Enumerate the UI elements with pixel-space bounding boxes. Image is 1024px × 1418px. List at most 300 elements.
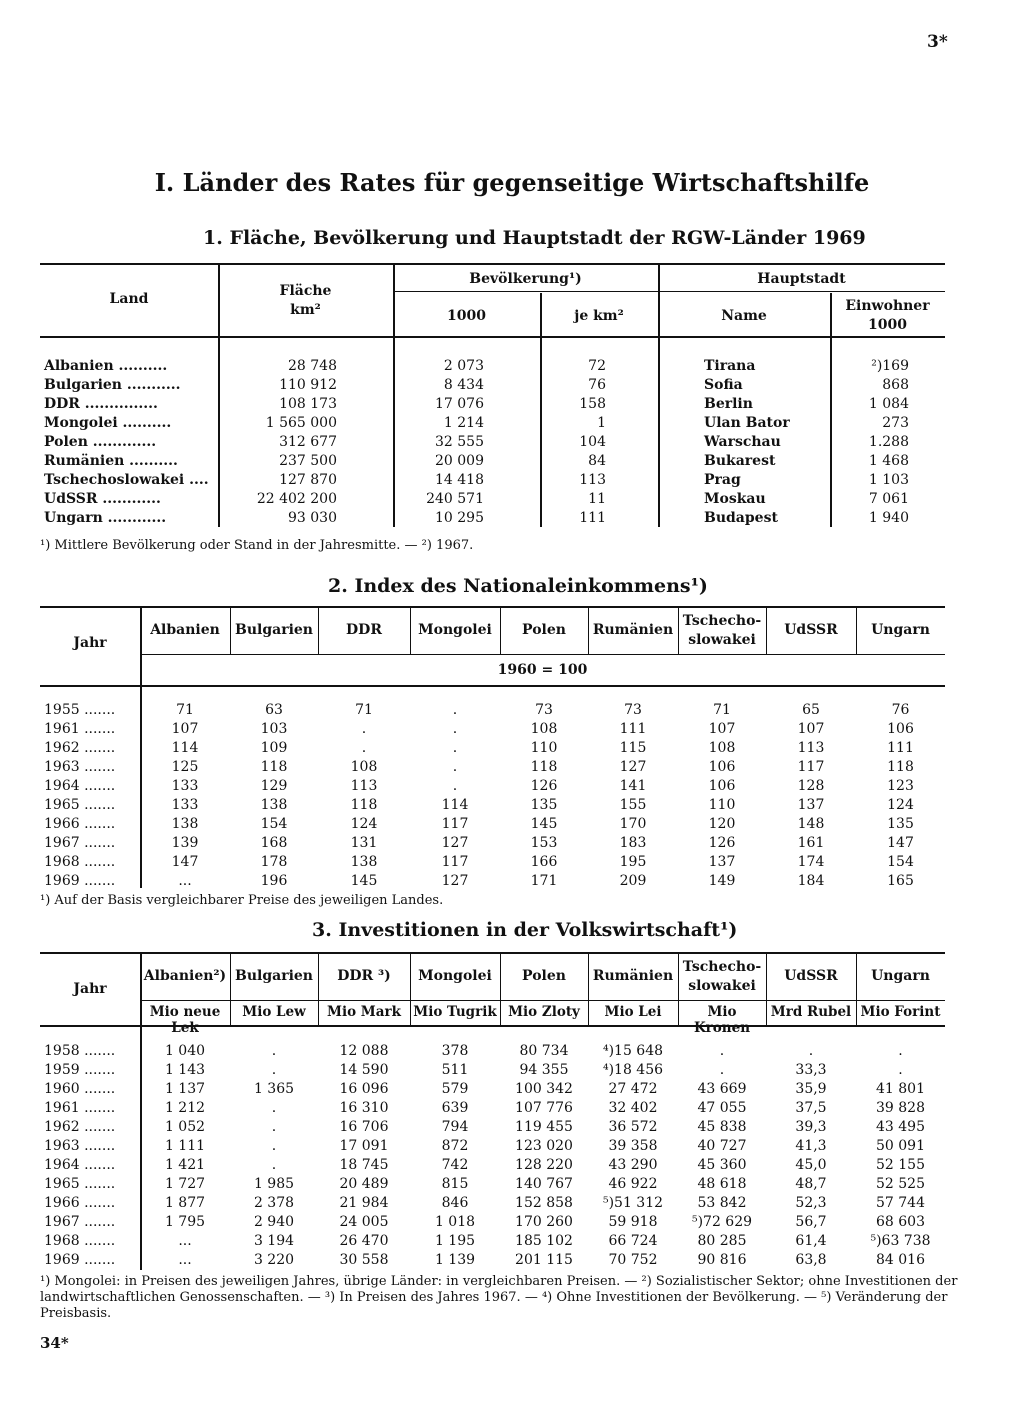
table-cell: . — [271, 1138, 277, 1154]
table-row — [40, 720, 945, 739]
row-label: 1963 ....... — [44, 1138, 116, 1154]
table-cell: 119 455 — [515, 1119, 573, 1135]
table-cell: 196 — [260, 873, 288, 889]
table-cell: 141 — [619, 778, 647, 794]
table-cell: 118 — [887, 759, 914, 775]
table-cell: 1 468 — [868, 453, 909, 469]
table-cell: 12 088 — [339, 1043, 389, 1059]
row-label: Mongolei .......... — [44, 415, 172, 431]
table-cell: . — [808, 1043, 814, 1059]
table-cell: 133 — [171, 778, 199, 794]
table-cell: . — [898, 1043, 903, 1059]
table-cell: 52 525 — [876, 1176, 925, 1192]
table-cell: 70 752 — [608, 1252, 658, 1268]
unit-label: Mio neue Lek — [149, 1004, 221, 1036]
table-cell: 115 — [619, 740, 647, 756]
page-number-bottom: 34* — [40, 1334, 69, 1352]
table-cell: 125 — [171, 759, 199, 775]
row-label: 1964 ....... — [44, 1157, 116, 1173]
column-header-year: Jahr — [73, 981, 107, 997]
table-cell: . — [452, 702, 458, 718]
table-cell: 1 084 — [868, 396, 909, 412]
table-cell: 16 706 — [339, 1119, 389, 1135]
table-cell: 45,0 — [795, 1157, 827, 1173]
table-cell: 45 360 — [697, 1157, 747, 1173]
table-row — [40, 376, 945, 395]
table-cell: 138 — [260, 797, 288, 813]
row-label: Tschechoslowakei .... — [44, 472, 209, 488]
table-cell: 107 — [708, 721, 736, 737]
row-label: 1965 ....... — [44, 797, 116, 813]
table3-footnote: ¹) Mongolei: in Preisen des jeweiligen Jahres, übrige Länder: in vergleichbaren Preisen. — ²) Sozialistischer Sektor; ohne Investitionen der landwirtschaftlichen Genossenschaften. — ³) In Preisen des Jahres 1967. — ⁴) Ohne Investitionen der Bevölkerung. — ⁵) Veränderung der Preisbasis. — [40, 1274, 958, 1321]
column-header: UdSSR — [784, 968, 838, 984]
table-cell: 17 076 — [435, 396, 484, 412]
t2-base-label: 1960 = 100 — [497, 662, 588, 678]
table-cell: 117 — [797, 759, 825, 775]
table-cell: 154 — [260, 816, 288, 832]
table-cell: 128 — [797, 778, 825, 794]
table-cell: 52 155 — [876, 1157, 925, 1173]
row-label: 1960 ....... — [44, 1081, 116, 1097]
table-cell: 71 — [176, 702, 194, 718]
table-cell: 39 828 — [876, 1100, 925, 1116]
column-header: Mongolei — [418, 968, 492, 984]
table-cell: 1 214 — [443, 415, 484, 431]
table-row — [40, 1251, 945, 1270]
table-cell: 815 — [441, 1176, 469, 1192]
table-cell: 59 918 — [608, 1214, 658, 1230]
table-cell: 1 940 — [868, 510, 909, 526]
table-cell: 90 816 — [697, 1252, 747, 1268]
column-header: Polen — [522, 622, 566, 638]
row-label: 1962 ....... — [44, 740, 116, 756]
column-header: Albanien²) — [143, 968, 227, 984]
table-cell: 10 295 — [435, 510, 484, 526]
table-cell: 39,3 — [795, 1119, 827, 1135]
table-cell: . — [719, 1062, 725, 1078]
table-cell: 128 220 — [515, 1157, 573, 1173]
table-cell: 742 — [441, 1157, 469, 1173]
table-cell: 139 — [171, 835, 199, 851]
table-cell: 104 — [579, 434, 606, 450]
table-cell: 7 061 — [868, 491, 909, 507]
table-cell: 1 040 — [164, 1043, 206, 1059]
table-cell: 1 985 — [253, 1176, 295, 1192]
row-label: 1963 ....... — [44, 759, 116, 775]
t1-header-flaeche: Fläche km² — [279, 283, 332, 318]
table-cell: 14 590 — [339, 1062, 389, 1078]
table-cell: 111 — [619, 721, 647, 737]
table-cell: 113 — [350, 778, 378, 794]
table-cell: 111 — [579, 510, 606, 526]
table-cell: 168 — [260, 835, 288, 851]
table-cell: 118 — [350, 797, 378, 813]
table-cell: 137 — [797, 797, 825, 813]
table-cell: 158 — [579, 396, 606, 412]
column-header: Tschecho- slowakei — [682, 613, 762, 648]
table-row — [40, 1194, 945, 1213]
table-cell: 166 — [530, 854, 558, 870]
table-cell: 30 558 — [339, 1252, 389, 1268]
table1-body — [40, 357, 945, 528]
table-cell: 107 — [171, 721, 199, 737]
row-label: Albanien .......... — [44, 358, 168, 374]
table-cell: . — [361, 721, 367, 737]
table-cell: ⁴)18 456 — [602, 1062, 664, 1078]
table-cell: Berlin — [704, 396, 753, 412]
table3-title: 3. Investitionen in der Volkswirtschaft¹) — [312, 919, 738, 941]
row-label: Polen ............. — [44, 434, 157, 450]
table-cell: 240 571 — [426, 491, 484, 507]
table-cell: 80 734 — [519, 1043, 569, 1059]
table-cell: Budapest — [704, 510, 778, 526]
table-row — [40, 815, 945, 834]
table-cell: 24 005 — [339, 1214, 389, 1230]
table-cell: 184 — [797, 873, 825, 889]
column-header: Mongolei — [418, 622, 492, 638]
table-cell: 72 — [588, 358, 606, 374]
table-cell: 52,3 — [795, 1195, 827, 1211]
table-cell: 178 — [260, 854, 288, 870]
table-cell: ⁵)51 312 — [602, 1195, 664, 1211]
table2-body — [40, 701, 945, 891]
table-cell: 1.288 — [868, 434, 909, 450]
table-cell: 45 838 — [697, 1119, 747, 1135]
table-cell: . — [271, 1119, 277, 1135]
unit-label: Mio Kronen — [693, 1004, 751, 1036]
table-cell: Bukarest — [704, 453, 776, 469]
column-header: DDR ³) — [337, 968, 391, 984]
table-row — [40, 701, 945, 720]
table-cell: 35,9 — [795, 1081, 827, 1097]
table-cell: 50 091 — [876, 1138, 925, 1154]
table-cell: 1 212 — [164, 1100, 206, 1116]
table-cell: ²)169 — [871, 358, 909, 374]
row-label: 1966 ....... — [44, 816, 116, 832]
table3-body — [40, 1042, 945, 1270]
column-header: Bulgarien — [235, 968, 313, 984]
table-row — [40, 490, 945, 509]
unit-label: Mio Tugrik — [413, 1004, 497, 1020]
table-cell: 124 — [350, 816, 378, 832]
table-row — [40, 1232, 945, 1251]
column-header: Polen — [522, 968, 566, 984]
table-cell: 110 912 — [279, 377, 337, 393]
table-cell: 28 748 — [288, 358, 337, 374]
table-cell: Sofia — [704, 377, 743, 393]
table-cell: 127 — [441, 873, 469, 889]
column-header: UdSSR — [784, 622, 838, 638]
table-cell: 1 — [597, 415, 606, 431]
table-cell: 152 858 — [515, 1195, 573, 1211]
table-cell: . — [452, 759, 458, 775]
table-cell: . — [452, 721, 458, 737]
table-cell: 126 — [708, 835, 736, 851]
table-cell: Moskau — [704, 491, 766, 507]
column-header: Rumänien — [592, 622, 674, 638]
table-cell: 2 940 — [253, 1214, 295, 1230]
table-cell: 124 — [887, 797, 914, 813]
table-cell: 846 — [441, 1195, 469, 1211]
table-cell: 1 795 — [164, 1214, 206, 1230]
t1-header-land: Land — [109, 291, 149, 307]
table-cell: 378 — [441, 1043, 469, 1059]
table-cell: 2 378 — [253, 1195, 295, 1211]
table-cell: 94 355 — [519, 1062, 569, 1078]
unit-label: Mio Lei — [604, 1004, 662, 1020]
unit-label: Mio Zloty — [508, 1004, 580, 1020]
table-row — [40, 853, 945, 872]
t1-header-bev-1000: 1000 — [447, 308, 486, 324]
row-label: Bulgarien ........... — [44, 377, 181, 393]
table-cell: Prag — [704, 472, 741, 488]
row-label: 1959 ....... — [44, 1062, 116, 1078]
table-cell: 61,4 — [795, 1233, 827, 1249]
table-cell: 71 — [355, 702, 373, 718]
table-cell: 39 358 — [608, 1138, 658, 1154]
table-cell: 149 — [708, 873, 736, 889]
table-cell: 118 — [260, 759, 288, 775]
table-cell: 103 — [260, 721, 288, 737]
table-cell: 73 — [624, 702, 642, 718]
table-cell: 147 — [171, 854, 199, 870]
table-cell: 73 — [535, 702, 553, 718]
table1-footnote: ¹) Mittlere Bevölkerung oder Stand in der Jahresmitte. — ²) 1967. — [40, 538, 474, 553]
column-header: Rumänien — [592, 968, 674, 984]
table-cell: . — [271, 1043, 277, 1059]
table-row — [40, 471, 945, 490]
table-cell: 93 030 — [288, 510, 337, 526]
table-cell: 80 285 — [697, 1233, 747, 1249]
table-cell: ⁴)15 648 — [602, 1043, 664, 1059]
table-cell: 123 020 — [515, 1138, 573, 1154]
t1-header-einwohner: Einwohner 1000 — [845, 298, 930, 333]
table-cell: 63 — [265, 702, 283, 718]
table-cell: 8 434 — [443, 377, 484, 393]
table-cell: . — [898, 1062, 903, 1078]
table-row — [40, 1118, 945, 1137]
table-cell: 185 102 — [515, 1233, 573, 1249]
unit-label: Mrd Rubel — [770, 1004, 852, 1020]
table-cell: . — [271, 1100, 277, 1116]
table-cell: 21 984 — [339, 1195, 389, 1211]
row-label: 1969 ....... — [44, 873, 116, 889]
table-cell: 33,3 — [795, 1062, 827, 1078]
table-cell: 106 — [708, 778, 736, 794]
table-cell: 57 744 — [876, 1195, 925, 1211]
table-cell: Ulan Bator — [704, 415, 790, 431]
t1-header-bev-km: je km² — [574, 308, 624, 324]
row-label: 1968 ....... — [44, 854, 116, 870]
table-row — [40, 1061, 945, 1080]
table-cell: 110 — [708, 797, 736, 813]
table-cell: 106 — [708, 759, 736, 775]
table-cell: 111 — [887, 740, 914, 756]
table-row — [40, 796, 945, 815]
table-cell: 273 — [882, 415, 909, 431]
table-cell: 1 103 — [868, 472, 909, 488]
main-heading: I. Länder des Rates für gegenseitige Wirtschaftshilfe — [154, 168, 870, 197]
table-cell: 135 — [887, 816, 914, 832]
table-cell: 1 018 — [434, 1214, 476, 1230]
row-label: 1955 ....... — [44, 702, 116, 718]
table-cell: 16 096 — [339, 1081, 389, 1097]
table-cell: 127 870 — [279, 472, 337, 488]
table-cell: 113 — [579, 472, 606, 488]
table-cell: 48 618 — [697, 1176, 747, 1192]
table-cell: 872 — [441, 1138, 469, 1154]
table-cell: 47 055 — [697, 1100, 747, 1116]
row-label: 1962 ....... — [44, 1119, 116, 1135]
table-cell: 145 — [350, 873, 378, 889]
page-number-top: 3* — [927, 32, 948, 52]
table-row — [40, 395, 945, 414]
table-row — [40, 1137, 945, 1156]
table-cell: 32 402 — [608, 1100, 658, 1116]
row-label: UdSSR ............ — [44, 491, 161, 507]
table-cell: 639 — [441, 1100, 469, 1116]
table-cell: 201 115 — [515, 1252, 573, 1268]
table2-footnote: ¹) Auf der Basis vergleichbarer Preise des jeweiligen Landes. — [40, 893, 444, 908]
table-cell: . — [452, 740, 458, 756]
table-row — [40, 357, 945, 376]
table-cell: 71 — [713, 702, 731, 718]
table-cell: 106 — [887, 721, 914, 737]
table-cell: 107 776 — [515, 1100, 573, 1116]
column-header: Tschecho- slowakei — [682, 959, 762, 994]
table-row — [40, 414, 945, 433]
table-cell: ... — [178, 1233, 192, 1249]
table-cell: 48,7 — [795, 1176, 827, 1192]
t1-header-hauptstadt: Hauptstadt — [757, 271, 846, 287]
table-cell: 108 — [708, 740, 736, 756]
table-cell: ⁵)72 629 — [691, 1214, 753, 1230]
column-header: DDR — [346, 622, 382, 638]
table-row — [40, 1042, 945, 1061]
column-header: Ungarn — [871, 622, 930, 638]
table-cell: 1 727 — [164, 1176, 206, 1192]
table-cell: 11 — [588, 491, 606, 507]
table-cell: 43 290 — [608, 1157, 658, 1173]
table-cell: 127 — [619, 759, 647, 775]
table-cell: 147 — [887, 835, 914, 851]
table-cell: 174 — [797, 854, 825, 870]
table-row — [40, 872, 945, 891]
table-cell: 56,7 — [795, 1214, 827, 1230]
table-cell: 195 — [619, 854, 647, 870]
table-cell: 868 — [882, 377, 909, 393]
table-cell: 145 — [530, 816, 558, 832]
row-label: 1966 ....... — [44, 1195, 116, 1211]
table-row — [40, 1213, 945, 1232]
table-cell: 1 143 — [164, 1062, 206, 1078]
table-cell: 20 489 — [339, 1176, 389, 1192]
table-cell: 511 — [441, 1062, 469, 1078]
column-header-year: Jahr — [73, 635, 107, 651]
column-header: Albanien — [150, 622, 220, 638]
table-cell: 161 — [797, 835, 825, 851]
table-cell: 1 877 — [164, 1195, 206, 1211]
row-label: 1967 ....... — [44, 1214, 116, 1230]
table-cell: 165 — [887, 873, 914, 889]
table-cell: 138 — [171, 816, 199, 832]
row-label: 1958 ....... — [44, 1043, 116, 1059]
table-cell: 131 — [350, 835, 378, 851]
table-cell: 171 — [530, 873, 558, 889]
table-cell: 114 — [171, 740, 199, 756]
table-cell: 140 767 — [515, 1176, 573, 1192]
table-cell: 138 — [350, 854, 378, 870]
table-cell: 120 — [708, 816, 736, 832]
table-cell: 36 572 — [608, 1119, 658, 1135]
table-cell: 37,5 — [795, 1100, 827, 1116]
table-cell: 27 472 — [608, 1081, 658, 1097]
row-label: 1961 ....... — [44, 1100, 116, 1116]
table-cell: 3 194 — [253, 1233, 295, 1249]
table-cell: 65 — [802, 702, 820, 718]
table-cell: 20 009 — [435, 453, 484, 469]
table-cell: 108 — [530, 721, 558, 737]
table-row — [40, 452, 945, 471]
unit-label: Mio Mark — [327, 1004, 401, 1020]
table-row — [40, 1175, 945, 1194]
table-cell: 2 073 — [443, 358, 484, 374]
table-cell: 129 — [260, 778, 288, 794]
table-cell: 170 260 — [515, 1214, 573, 1230]
table-cell: 1 565 000 — [265, 415, 337, 431]
table-cell: . — [271, 1062, 277, 1078]
table-row — [40, 758, 945, 777]
table-cell: 46 922 — [608, 1176, 658, 1192]
table-cell: 41,3 — [795, 1138, 827, 1154]
table-row — [40, 777, 945, 796]
table-cell: 110 — [530, 740, 558, 756]
row-label: DDR ............... — [44, 396, 158, 412]
table-cell: 579 — [441, 1081, 469, 1097]
table-row — [40, 1099, 945, 1118]
table-row — [40, 509, 945, 528]
table-cell: 68 603 — [876, 1214, 925, 1230]
table-cell: 1 111 — [164, 1138, 206, 1154]
table-cell: 118 — [530, 759, 558, 775]
table-cell: 183 — [619, 835, 647, 851]
table-cell: 127 — [441, 835, 469, 851]
table-cell: 107 — [797, 721, 825, 737]
table-cell: 109 — [260, 740, 288, 756]
table-cell: 155 — [619, 797, 647, 813]
row-label: Ungarn ............ — [44, 510, 167, 526]
table-row — [40, 433, 945, 452]
table-cell: 1 365 — [253, 1081, 295, 1097]
row-label: 1969 ....... — [44, 1252, 116, 1268]
table-cell: 41 801 — [876, 1081, 925, 1097]
table-cell: 123 — [887, 778, 914, 794]
table-cell: 133 — [171, 797, 199, 813]
table-cell: 43 669 — [697, 1081, 747, 1097]
table-cell: ... — [178, 1252, 192, 1268]
table-cell: 1 421 — [164, 1157, 206, 1173]
table-cell: 148 — [797, 816, 825, 832]
table-cell: 84 016 — [876, 1252, 925, 1268]
table-cell: 17 091 — [339, 1138, 389, 1154]
t1-header-bevoelkerung: Bevölkerung¹) — [469, 271, 582, 287]
table-cell: ⁵)63 738 — [870, 1233, 931, 1249]
column-header: Bulgarien — [235, 622, 313, 638]
table-cell: 135 — [530, 797, 558, 813]
table-cell: 3 220 — [253, 1252, 295, 1268]
table-cell: Tirana — [704, 358, 756, 374]
table-cell: 154 — [887, 854, 914, 870]
